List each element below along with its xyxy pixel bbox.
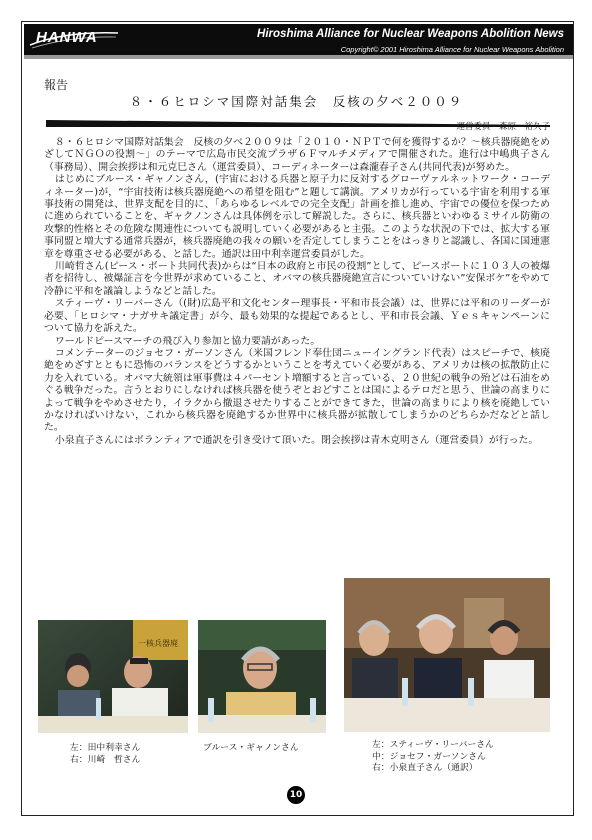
paragraph: スティーヴ・リーバーさん（(財)広島平和文化センター理事長・平和市長会議）は、世界には平和のリーダーが必要、「ヒロシマ・ナガサキ議定書」が今、最も効果的な提起であるとし、平和市長会議、Ｙｅｓキャンペーンについて協力を訴えた。: [44, 298, 550, 335]
article-title: ８・６ヒロシマ国際対話集会 反核の夕べ２００９: [129, 94, 464, 109]
paragraph: ８・６ヒロシマ国際対話集会 反核の夕べ２００９は「２０１０・ＮＰＴで何を獲得するか？～核兵器廃絶をめざしてＮＧＯの役割～」のテーマで広島市民交流プラザ６Ｆマルチメディアで開催された。進行は中嶋典子さん（事務局）、開会挨拶は和元克巳さん（運営委員）、コーディネーターは森瀧春子さん(共同代表)が努めた。: [44, 137, 550, 173]
newsletter-title: Hiroshima Alliance for Nuclear Weapons Abolition News: [257, 28, 564, 40]
caption-photo-1: [70, 743, 140, 766]
photo-tanaka-kawasaki: [38, 620, 188, 733]
page-number: 10: [287, 786, 305, 804]
header-strip: [24, 55, 573, 59]
paragraph: ワールドピースマーチの飛び入り参加と協力要請があった。: [54, 335, 321, 347]
photo-leeper-gerson-koizumi: [344, 578, 550, 732]
caption-photo-3: [372, 740, 494, 775]
paragraph: 川崎哲さん(ピース・ボート共同代表)からは“日本の政府と市民の役割”として、ピースボートに１０３人の被爆者を招待し、被爆証言を今世界が求めていること、オバマの核兵器廃絶宣言についていけない”安保ボケ”をやめて冷静に平和を議論しようなどと話した。: [44, 261, 550, 297]
section-label: 報告: [44, 78, 69, 92]
paragraph: コメンテーターのジョセフ・ガーソンさん（米国フレンド奉仕団ニューイングランド代表）はスピーチで、核廃絶をめざすとともに恐怖のバランスをどうするかということを考えていく必要がある、アメリカは核の拡散防止に力を入れている。オバマ大統領は軍事費は４パーセント増額すると言っている、２０世紀の戦争の殆どは石油をめぐる戦争だった。言うとおりにしなければ核兵器を使うぞとおどすことは国によるテロだと思う、世論の高まりによって戦争をやめさせたり，イラクから撤退させたりすることができてきた，世論の高まりにより核を廃絶していかなければいけない，これから核兵器を廃絶するか世界中に核兵器が拡散してしまうかのどちらかだなどと話した。: [44, 347, 550, 434]
caption-line: 右：小泉直子さん（通訳）: [372, 763, 478, 773]
logo-text: HANWA: [36, 29, 98, 46]
svg-text:一核兵器廃: 一核兵器廃: [138, 639, 178, 648]
caption-line: ブルース・ギャノンさん: [203, 743, 299, 753]
copyright-line: Copyright© 2001 Hiroshima Alliance for Nuclear Weapons Abolition: [340, 45, 564, 54]
caption-line: 左：スティーヴ・リーバーさん: [372, 740, 494, 750]
byline: 運営委員 森原 裕久子: [456, 122, 550, 132]
caption-line: 右：川崎 哲さん: [70, 754, 141, 765]
paragraph: 小泉直子さんにはボランティアで通訳を引き受けて頂いた。閉会挨拶は青木克明さん（運営委員）が行った。: [54, 434, 539, 446]
article-body: [44, 137, 550, 447]
caption-photo-2: [203, 743, 299, 755]
hanwa-logo: [26, 27, 122, 51]
paragraph: はじめにブルース・ギャノンさん，(宇宙における兵器と原子力に反対するグローヴァルネットワーク・コーディネーター)が，“宇宙技術は核兵器廃絶への希望を阻む”と題して講演。アメリカが行っている宇宙を利用する軍事技術の開発は、世界支配を目的に、「あらゆるレベルでの完全支配」計画を推し進め、宇宙での優位を保つために進められていることを、ギャクノンさんは具体例を示して解説した。さらに、核兵器といわゆるミサイル防衛の攻撃的性格とその危険な関連性についても説明していく必要があると主張。このような状況の下では、拡大する軍事同盟と増大する通常兵器が，核兵器廃絶の我々の願いを否定してしまうことをはっきりと認識し、各国に国連憲章を尊重させる必要がある、と話した。通訳は田中利幸運営委員がした。: [44, 174, 550, 260]
photo-gagnon: [198, 620, 326, 733]
caption-line: 中：ジョセフ・ガーソンさん: [372, 751, 486, 762]
caption-line: 左：田中利幸さん: [70, 743, 141, 753]
